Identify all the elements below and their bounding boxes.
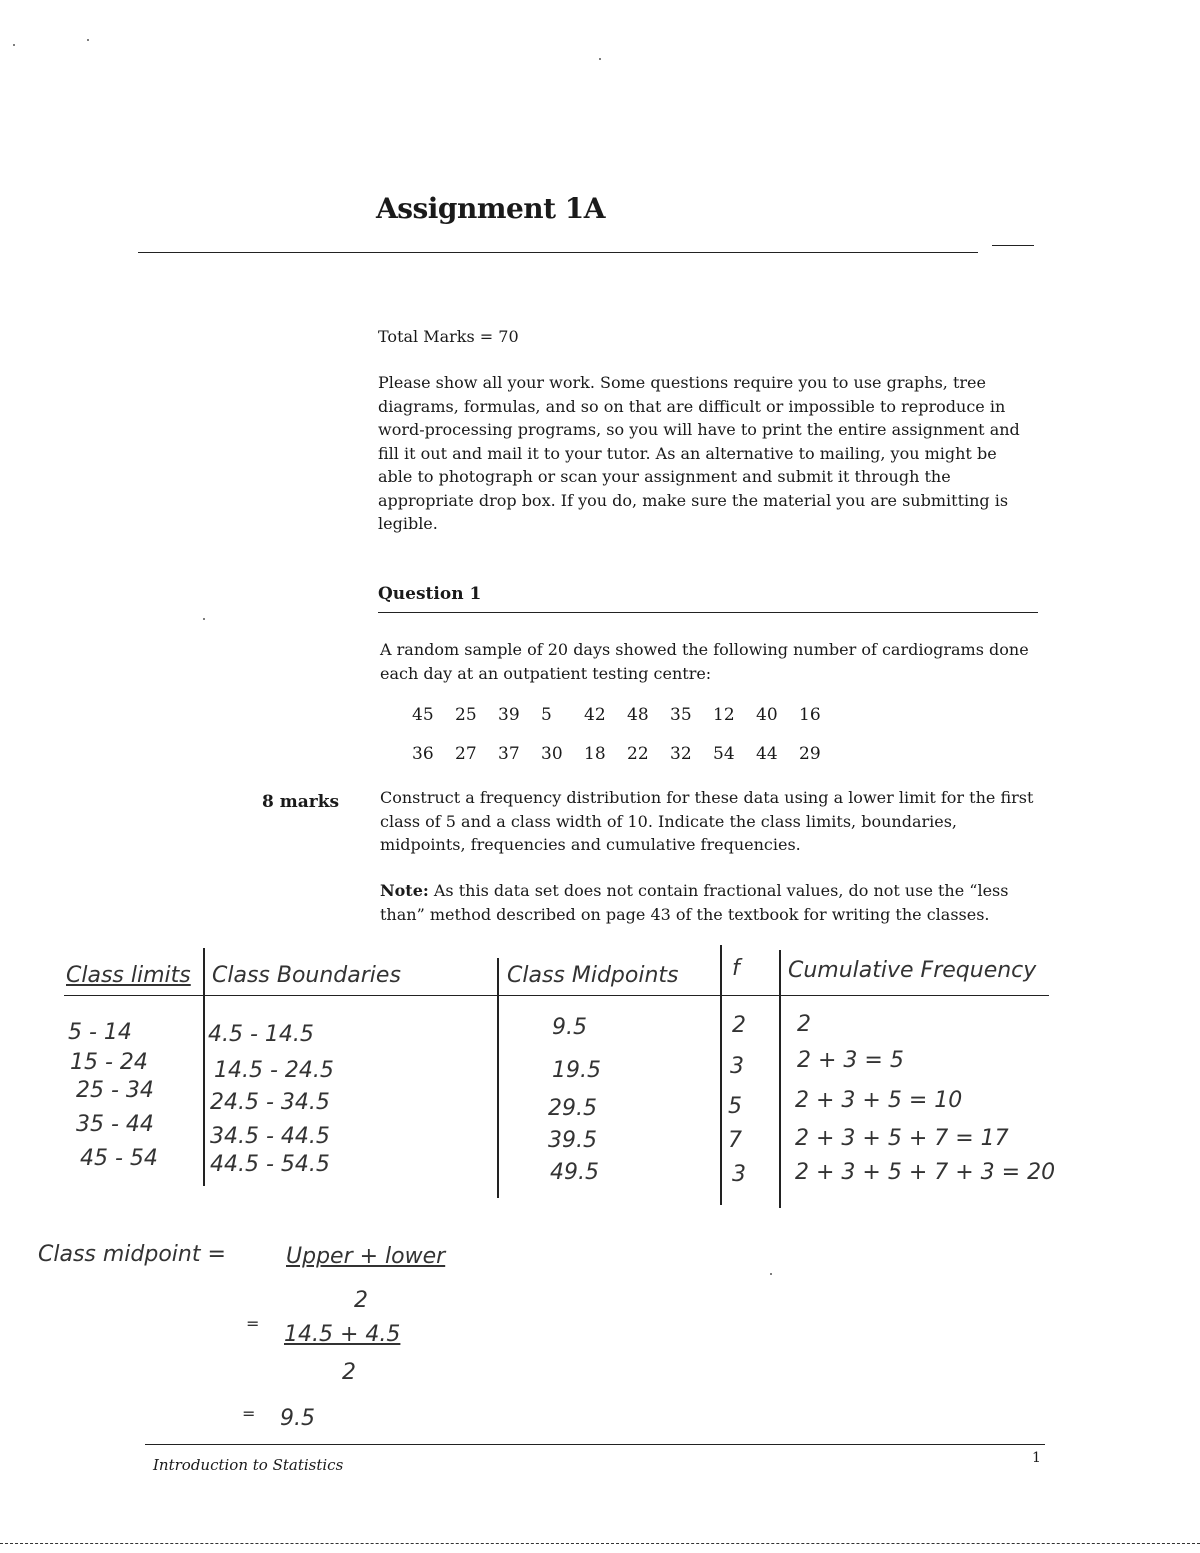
fraction-denominator: 2 xyxy=(354,1288,368,1313)
data-value: 45 xyxy=(412,705,434,725)
data-value: 27 xyxy=(455,744,477,764)
cell-class-boundary: 34.5 - 44.5 xyxy=(210,1124,330,1149)
scan-speck xyxy=(203,618,205,620)
cell-class-boundary: 44.5 - 54.5 xyxy=(210,1152,330,1177)
cell-class-boundary: 14.5 - 24.5 xyxy=(214,1058,334,1083)
cell-frequency: 3 xyxy=(730,1054,744,1079)
data-value: 35 xyxy=(670,705,692,725)
equals-sign: = xyxy=(242,1404,256,1423)
header-frequency: f xyxy=(732,956,740,981)
cell-cumulative: 2 + 3 = 5 xyxy=(797,1048,904,1073)
title-rule xyxy=(138,252,978,253)
cell-cumulative: 2 xyxy=(797,1012,811,1037)
data-row-1 xyxy=(412,705,842,725)
cell-class-limit: 25 - 34 xyxy=(76,1078,154,1103)
header-cumulative-frequency: Cumulative Frequency xyxy=(788,958,1037,983)
data-value: 44 xyxy=(756,744,778,764)
data-value: 54 xyxy=(713,744,735,764)
cell-class-boundary: 4.5 - 14.5 xyxy=(208,1022,314,1047)
data-value: 39 xyxy=(498,705,520,725)
table-header-rule xyxy=(64,995,1049,996)
cell-frequency: 7 xyxy=(728,1128,742,1153)
data-value: 22 xyxy=(627,744,649,764)
equals-sign: = xyxy=(246,1314,260,1333)
cell-frequency: 3 xyxy=(732,1162,746,1187)
data-value: 5 xyxy=(541,705,552,725)
data-value: 29 xyxy=(799,744,821,764)
data-value: 25 xyxy=(455,705,477,725)
table-divider xyxy=(497,958,499,1198)
header-class-limits: Class limits xyxy=(66,963,191,988)
title-rule-end xyxy=(992,245,1034,246)
cell-frequency: 5 xyxy=(728,1094,742,1119)
scan-speck xyxy=(770,1273,772,1275)
data-value: 42 xyxy=(584,705,606,725)
total-marks: Total Marks = 70 xyxy=(378,327,519,346)
footer-course-title: Introduction to Statistics xyxy=(153,1456,344,1474)
instructions-paragraph: Please show all your work. Some questions require you to use graphs, tree diagrams, formulas, and so on that are difficult or impossible to reproduce in word-processing programs, so you will have to print the entire assignment and fill it out and mail it to your tutor. As an alternative to mailing, you might be able to photograph or scan your assignment and submit it through the appropriate drop box. If you do, make sure the material you are submitting is legible. xyxy=(378,373,1020,533)
data-value: 16 xyxy=(799,705,821,725)
footer-rule xyxy=(145,1444,1045,1445)
fraction-denominator: 2 xyxy=(342,1360,356,1385)
page-number: 1 xyxy=(1032,1450,1041,1466)
cell-class-midpoint: 39.5 xyxy=(548,1128,597,1153)
data-row-2 xyxy=(412,744,842,764)
question-rule xyxy=(378,612,1038,613)
cell-class-boundary: 24.5 - 34.5 xyxy=(210,1090,330,1115)
page-title: Assignment 1A xyxy=(376,192,606,225)
note-text: As this data set does not contain fractional values, do not use the “less than” method described on page 43 of the textbook for writing the classes. xyxy=(380,881,1009,924)
result-value: 9.5 xyxy=(280,1406,315,1431)
data-value: 48 xyxy=(627,705,649,725)
cell-class-limit: 5 - 14 xyxy=(68,1020,132,1045)
data-value: 40 xyxy=(756,705,778,725)
data-value: 18 xyxy=(584,744,606,764)
cell-cumulative: 2 + 3 + 5 + 7 + 3 = 20 xyxy=(795,1160,1056,1185)
cell-cumulative: 2 + 3 + 5 + 7 = 17 xyxy=(795,1126,1009,1151)
table-divider xyxy=(203,948,205,1186)
cell-class-limit: 15 - 24 xyxy=(70,1050,148,1075)
marks-label: 8 marks xyxy=(262,792,340,812)
fraction-numerator: 14.5 + 4.5 xyxy=(284,1322,401,1347)
fraction-numerator: Upper + lower xyxy=(286,1244,446,1269)
data-value: 12 xyxy=(713,705,735,725)
question-heading: Question 1 xyxy=(378,584,482,604)
cell-class-midpoint: 49.5 xyxy=(550,1160,599,1185)
data-value: 37 xyxy=(498,744,520,764)
data-value: 32 xyxy=(670,744,692,764)
cell-cumulative: 2 + 3 + 5 = 10 xyxy=(795,1088,963,1113)
table-divider xyxy=(720,945,722,1205)
question-text: A random sample of 20 days showed the following number of cardiograms done each day at an outpatient testing centre: xyxy=(380,640,1029,683)
cell-class-midpoint: 19.5 xyxy=(552,1058,601,1083)
scan-speck xyxy=(87,39,89,41)
scan-edge-rule xyxy=(0,1543,1200,1544)
table-divider xyxy=(779,950,781,1208)
cell-frequency: 2 xyxy=(732,1013,746,1038)
data-value: 30 xyxy=(541,744,563,764)
header-class-midpoints: Class Midpoints xyxy=(507,963,679,988)
scan-speck xyxy=(13,44,15,46)
cell-class-limit: 45 - 54 xyxy=(80,1146,158,1171)
data-value: 36 xyxy=(412,744,434,764)
cell-class-limit: 35 - 44 xyxy=(76,1112,154,1137)
note-label: Note: xyxy=(380,881,429,900)
note-paragraph xyxy=(380,879,1010,926)
header-class-boundaries: Class Boundaries xyxy=(212,963,401,988)
midpoint-label: Class midpoint = xyxy=(38,1242,226,1267)
question-instruction: Construct a frequency distribution for these data using a lower limit for the first class of 5 and a class width of 10. Indicate the class limits, boundaries, midpoints, frequencies and cumulative frequencies. xyxy=(380,788,1034,854)
cell-class-midpoint: 29.5 xyxy=(548,1096,597,1121)
scan-speck xyxy=(599,58,601,60)
cell-class-midpoint: 9.5 xyxy=(552,1015,587,1040)
